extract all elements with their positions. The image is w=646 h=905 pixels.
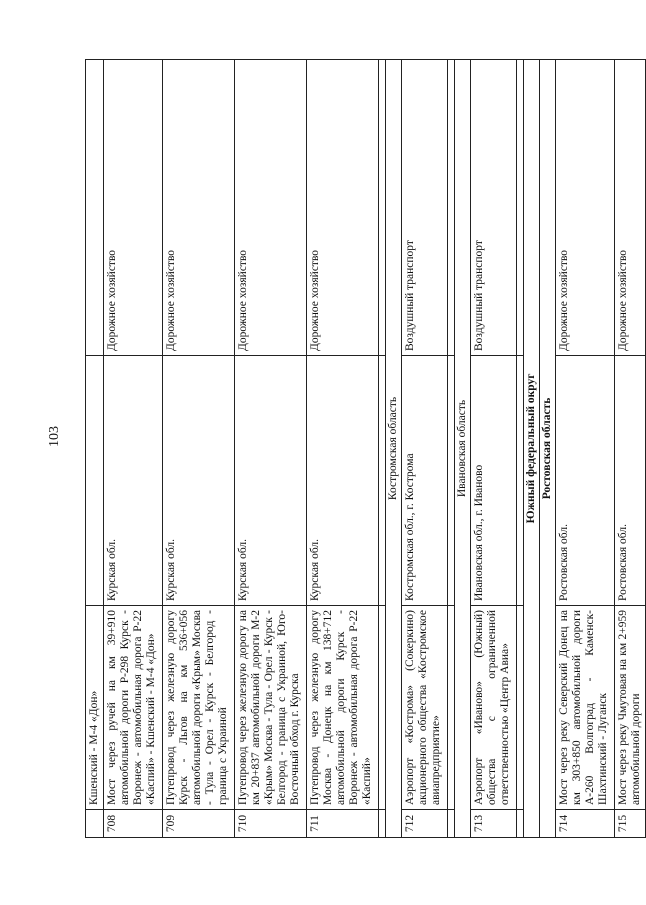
row-number: 710 (235, 810, 307, 838)
object-name: Путепровод через железную дорогу Курск - Льгов на км 536+056 автомобильной дороги «Крым» Москва - Тула - Орел - Курск - Белгород - граница с Украиной (163, 606, 235, 810)
row-number: 709 (163, 810, 235, 838)
table-row (86, 60, 104, 838)
region-cell: Ивановская обл., г. Иваново (471, 356, 517, 606)
sector-cell: Дорожное хозяйство (615, 60, 646, 356)
row-number: 708 (104, 810, 163, 838)
rotated-table-wrapper (85, 58, 642, 838)
district-header-row (524, 60, 540, 838)
region-cell: Костромская обл., г. Кострома (402, 356, 448, 606)
row-number: 712 (402, 810, 448, 838)
district-header: Южный федеральный округ (524, 60, 540, 838)
object-name: Аэропорт «Кострома» (Сокеркино) акционерного общества «Костромское авиапредприятие» (402, 606, 448, 810)
region-cell: Ростовская обл. (556, 356, 615, 606)
page-number: 103 (47, 426, 62, 447)
region-cell: Курская обл. (163, 356, 235, 606)
sector-cell: Дорожное хозяйство (556, 60, 615, 356)
region-header: Ростовская область (540, 60, 556, 838)
table-row (471, 60, 517, 838)
sector-cell: Воздушный транспорт (402, 60, 448, 356)
row-number: 714 (556, 810, 615, 838)
region-cell: Курская обл. (235, 356, 307, 606)
object-name: Кшенский - М-4 «Дон» (86, 606, 104, 810)
object-name: Мост через реку Чмутовая на км 2+959 автомобильной дороги (615, 606, 646, 810)
sector-cell: Воздушный транспорт (471, 60, 517, 356)
region-header: Ивановская область (455, 60, 471, 838)
region-header: Костромская область (386, 60, 402, 838)
table-row (615, 60, 646, 838)
object-name: Мост через реку Северский Донец на км 303+850 автомобильной дороги А-260 Волгоград - Каменск-Шахтинский - Луганск (556, 606, 615, 810)
table-row (235, 60, 307, 838)
region-header-row (386, 60, 402, 838)
object-name: Путепровод через железную дорогу на км 20+837 автомобильной дороги М-2 «Крым» Москва - Тула - Орел - Курск - Белгород - граница с Украиной, Юго-Восточный обход г. Курска (235, 606, 307, 810)
table-row (104, 60, 163, 838)
table-row (163, 60, 235, 838)
sector-cell: Дорожное хозяйство (235, 60, 307, 356)
object-name: Путепровод через железную дорогу Москва - Донецк на км 138+712 автомобильной дороги Курск - Воронеж - автомобильная дорога Р-22 «Каспий» (307, 606, 379, 810)
sector-cell: Дорожное хозяйство (104, 60, 163, 356)
region-header-row (540, 60, 556, 838)
object-name: Мост через ручей на км 39+910 автомобильной дороги Р-298 Курск - Воронеж - автомобильная дорога Р-22 «Каспий» - Кшенский - М-4 «Дон» (104, 606, 163, 810)
row-number: 713 (471, 810, 517, 838)
object-name: Аэропорт «Иваново» (Южный) общества с ограниченной ответственностью «Центр Авиа» (471, 606, 517, 810)
spacer-row (379, 60, 386, 838)
row-number: 715 (615, 810, 646, 838)
table-row (402, 60, 448, 838)
region-cell: Курская обл. (104, 356, 163, 606)
sector-cell: Дорожное хозяйство (163, 60, 235, 356)
sector-cell: Дорожное хозяйство (307, 60, 379, 356)
spacer-row (517, 60, 524, 838)
infrastructure-table (85, 59, 646, 838)
table-row (556, 60, 615, 838)
region-header-row (455, 60, 471, 838)
table-row (307, 60, 379, 838)
region-cell: Курская обл. (307, 356, 379, 606)
region-cell: Ростовская обл. (615, 356, 646, 606)
spacer-row (448, 60, 455, 838)
row-number: 711 (307, 810, 379, 838)
